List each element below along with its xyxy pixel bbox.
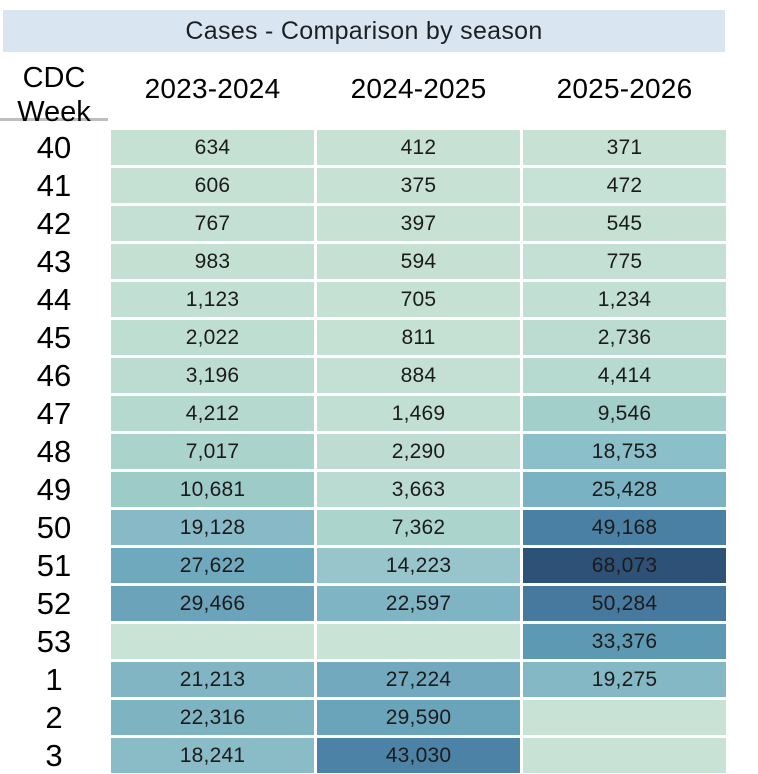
data-grid xyxy=(0,129,726,773)
row-header-line2: Week xyxy=(17,96,91,128)
week-label-50: 50 xyxy=(36,509,72,545)
week-label-46: 46 xyxy=(36,357,72,393)
cell-2025-2026-week-3 xyxy=(523,738,726,773)
week-label-3: 3 xyxy=(45,737,63,773)
cell-2025-2026-week-48: 18,753 xyxy=(523,434,726,469)
cell-2024-2025-week-1: 27,224 xyxy=(317,662,520,697)
cell-2025-2026-week-51: 68,073 xyxy=(523,548,726,583)
cell-2024-2025-week-52: 22,597 xyxy=(317,586,520,621)
cell-2024-2025-week-46: 884 xyxy=(317,358,520,393)
cell-2023-2024-week-50: 19,128 xyxy=(111,510,314,545)
cell-2025-2026-week-40: 371 xyxy=(523,130,726,165)
cell-2025-2026-week-43: 775 xyxy=(523,244,726,279)
cell-2024-2025-week-44: 705 xyxy=(317,282,520,317)
week-label-44: 44 xyxy=(36,281,72,317)
cell-2024-2025-week-49: 3,663 xyxy=(317,472,520,507)
row-header-cdc-week xyxy=(0,60,108,128)
cell-2023-2024-week-46: 3,196 xyxy=(111,358,314,393)
week-label-48: 48 xyxy=(36,433,72,469)
cell-2023-2024-week-52: 29,466 xyxy=(111,586,314,621)
cell-2024-2025-week-53 xyxy=(317,624,520,659)
table-title: Cases - Comparison by season xyxy=(3,10,725,52)
cell-2025-2026-week-45: 2,736 xyxy=(523,320,726,355)
cell-2025-2026-week-49: 25,428 xyxy=(523,472,726,507)
cell-2025-2026-week-47: 9,546 xyxy=(523,396,726,431)
cell-2025-2026-week-53: 33,376 xyxy=(523,624,726,659)
cell-2024-2025-week-50: 7,362 xyxy=(317,510,520,545)
cell-2024-2025-week-48: 2,290 xyxy=(317,434,520,469)
week-label-47: 47 xyxy=(36,395,72,431)
cell-2025-2026-week-42: 545 xyxy=(523,206,726,241)
cell-2024-2025-week-2: 29,590 xyxy=(317,700,520,735)
cell-2024-2025-week-47: 1,469 xyxy=(317,396,520,431)
cell-2023-2024-week-42: 767 xyxy=(111,206,314,241)
cell-2023-2024-week-47: 4,212 xyxy=(111,396,314,431)
cell-2023-2024-week-43: 983 xyxy=(111,244,314,279)
week-label-41: 41 xyxy=(36,167,72,203)
column-header-2025-2026: 2025-2026 xyxy=(556,73,693,104)
cell-2023-2024-week-51: 27,622 xyxy=(111,548,314,583)
cell-2023-2024-week-40: 634 xyxy=(111,130,314,165)
row-header-line1: CDC xyxy=(22,62,86,94)
cell-2023-2024-week-1: 21,213 xyxy=(111,662,314,697)
cell-2023-2024-week-2: 22,316 xyxy=(111,700,314,735)
column-header-2023-2024: 2023-2024 xyxy=(144,73,281,104)
cell-2025-2026-week-50: 49,168 xyxy=(523,510,726,545)
cell-2024-2025-week-51: 14,223 xyxy=(317,548,520,583)
cell-2023-2024-week-3: 18,241 xyxy=(111,738,314,773)
week-label-40: 40 xyxy=(36,129,72,165)
cell-2025-2026-week-2 xyxy=(523,700,726,735)
cell-2023-2024-week-44: 1,123 xyxy=(111,282,314,317)
cell-2023-2024-week-49: 10,681 xyxy=(111,472,314,507)
cell-2023-2024-week-53 xyxy=(111,624,314,659)
cell-2025-2026-week-46: 4,414 xyxy=(523,358,726,393)
cell-2024-2025-week-43: 594 xyxy=(317,244,520,279)
cell-2025-2026-week-52: 50,284 xyxy=(523,586,726,621)
cell-2024-2025-week-42: 397 xyxy=(317,206,520,241)
cell-2023-2024-week-41: 606 xyxy=(111,168,314,203)
cell-2024-2025-week-45: 811 xyxy=(317,320,520,355)
week-label-51: 51 xyxy=(36,547,72,583)
cell-2023-2024-week-48: 7,017 xyxy=(111,434,314,469)
week-label-53: 53 xyxy=(36,623,72,659)
week-label-52: 52 xyxy=(36,585,72,621)
week-label-49: 49 xyxy=(36,471,72,507)
column-header-2024-2025: 2024-2025 xyxy=(350,73,487,104)
week-label-43: 43 xyxy=(36,243,72,279)
cell-2025-2026-week-1: 19,275 xyxy=(523,662,726,697)
cell-2024-2025-week-41: 375 xyxy=(317,168,520,203)
week-label-2: 2 xyxy=(45,699,63,735)
cell-2025-2026-week-41: 472 xyxy=(523,168,726,203)
cell-2025-2026-week-44: 1,234 xyxy=(523,282,726,317)
week-label-45: 45 xyxy=(36,319,72,355)
week-label-1: 1 xyxy=(45,661,63,697)
cell-2023-2024-week-45: 2,022 xyxy=(111,320,314,355)
week-label-42: 42 xyxy=(36,205,72,241)
cell-2024-2025-week-3: 43,030 xyxy=(317,738,520,773)
cell-2024-2025-week-40: 412 xyxy=(317,130,520,165)
